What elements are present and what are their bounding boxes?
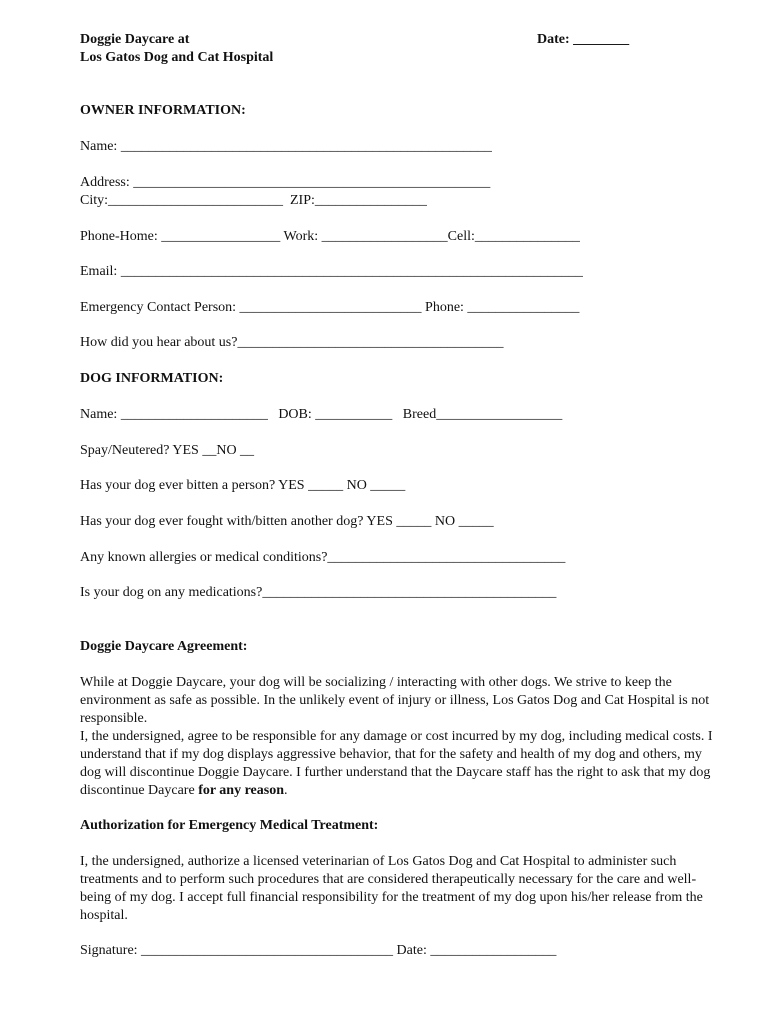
owner-phone-fields[interactable]: Phone-Home: _________________ Work: __________________Cell:_______________ (80, 229, 580, 244)
authorization-heading: Authorization for Emergency Medical Treatment: (80, 818, 379, 833)
agreement-heading: Doggie Daycare Agreement: (80, 639, 248, 654)
agreement-paragraph-2 (80, 728, 720, 800)
bitten-person-field[interactable]: Has your dog ever bitten a person? YES _____ NO _____ (80, 478, 406, 493)
referral-field[interactable]: How did you hear about us?______________________________________ (80, 335, 504, 350)
header-hospital: Los Gatos Dog and Cat Hospital (80, 50, 274, 65)
header-title: Doggie Daycare at (80, 32, 190, 47)
authorization-paragraph: I, the undersigned, authorize a licensed veterinarian of Los Gatos Dog and Cat Hospital to administer such treatments and to perform such procedures that are considered therapeutically necessary for the care and well-being of my dog. I accept full financial responsibility for the treatment of my dog upon his/her release from the hospital. (80, 854, 703, 923)
spay-neutered-field[interactable]: Spay/Neutered? YES __NO __ (80, 443, 255, 458)
agreement-paragraph-1: While at Doggie Daycare, your dog will be socializing / interacting with other dogs. We strive to keep the environment as safe as possible. In the unlikely event of injury or illness, Los Gatos Dog and Cat Hospital is not responsible. (80, 675, 710, 726)
emergency-contact-field[interactable]: Emergency Contact Person: __________________________ Phone: ________________ (80, 300, 580, 315)
fought-dog-field[interactable]: Has your dog ever fought with/bitten another dog? YES _____ NO _____ (80, 514, 494, 529)
owner-heading: OWNER INFORMATION: (80, 103, 246, 118)
owner-email-field[interactable]: Email: __________________________________________________________________ (80, 264, 583, 279)
owner-name-field[interactable]: Name: _____________________________________________________ (80, 139, 492, 154)
owner-city-zip-field[interactable]: City:_________________________ ZIP:________________ (80, 193, 427, 208)
medications-field[interactable]: Is your dog on any medications?__________________________________________ (80, 585, 557, 600)
header-date-field[interactable]: Date: ________ (537, 32, 630, 47)
agreement-paragraph-2-end: . (284, 783, 288, 798)
agreement-emphasis: for any reason (198, 783, 285, 798)
dog-heading: DOG INFORMATION: (80, 371, 224, 386)
dog-name-dob-breed-field[interactable]: Name: _____________________ DOB: ___________ Breed__________________ (80, 407, 563, 422)
signature-date-field[interactable]: Signature: ____________________________________ Date: __________________ (80, 943, 557, 958)
owner-address-field[interactable]: Address: ___________________________________________________ (80, 175, 491, 190)
allergies-field[interactable]: Any known allergies or medical conditions?__________________________________ (80, 550, 566, 565)
agreement-paragraph-2-text: I, the undersigned, agree to be responsible for any damage or cost incurred by my dog, including medical costs. I understand that if my dog displays aggressive behavior, that for the safety and health of my dog and others, my dog will discontinue Doggie Daycare. I further understand that the Daycare staff has the right to ask that my dog discontinue Daycare (80, 729, 713, 798)
